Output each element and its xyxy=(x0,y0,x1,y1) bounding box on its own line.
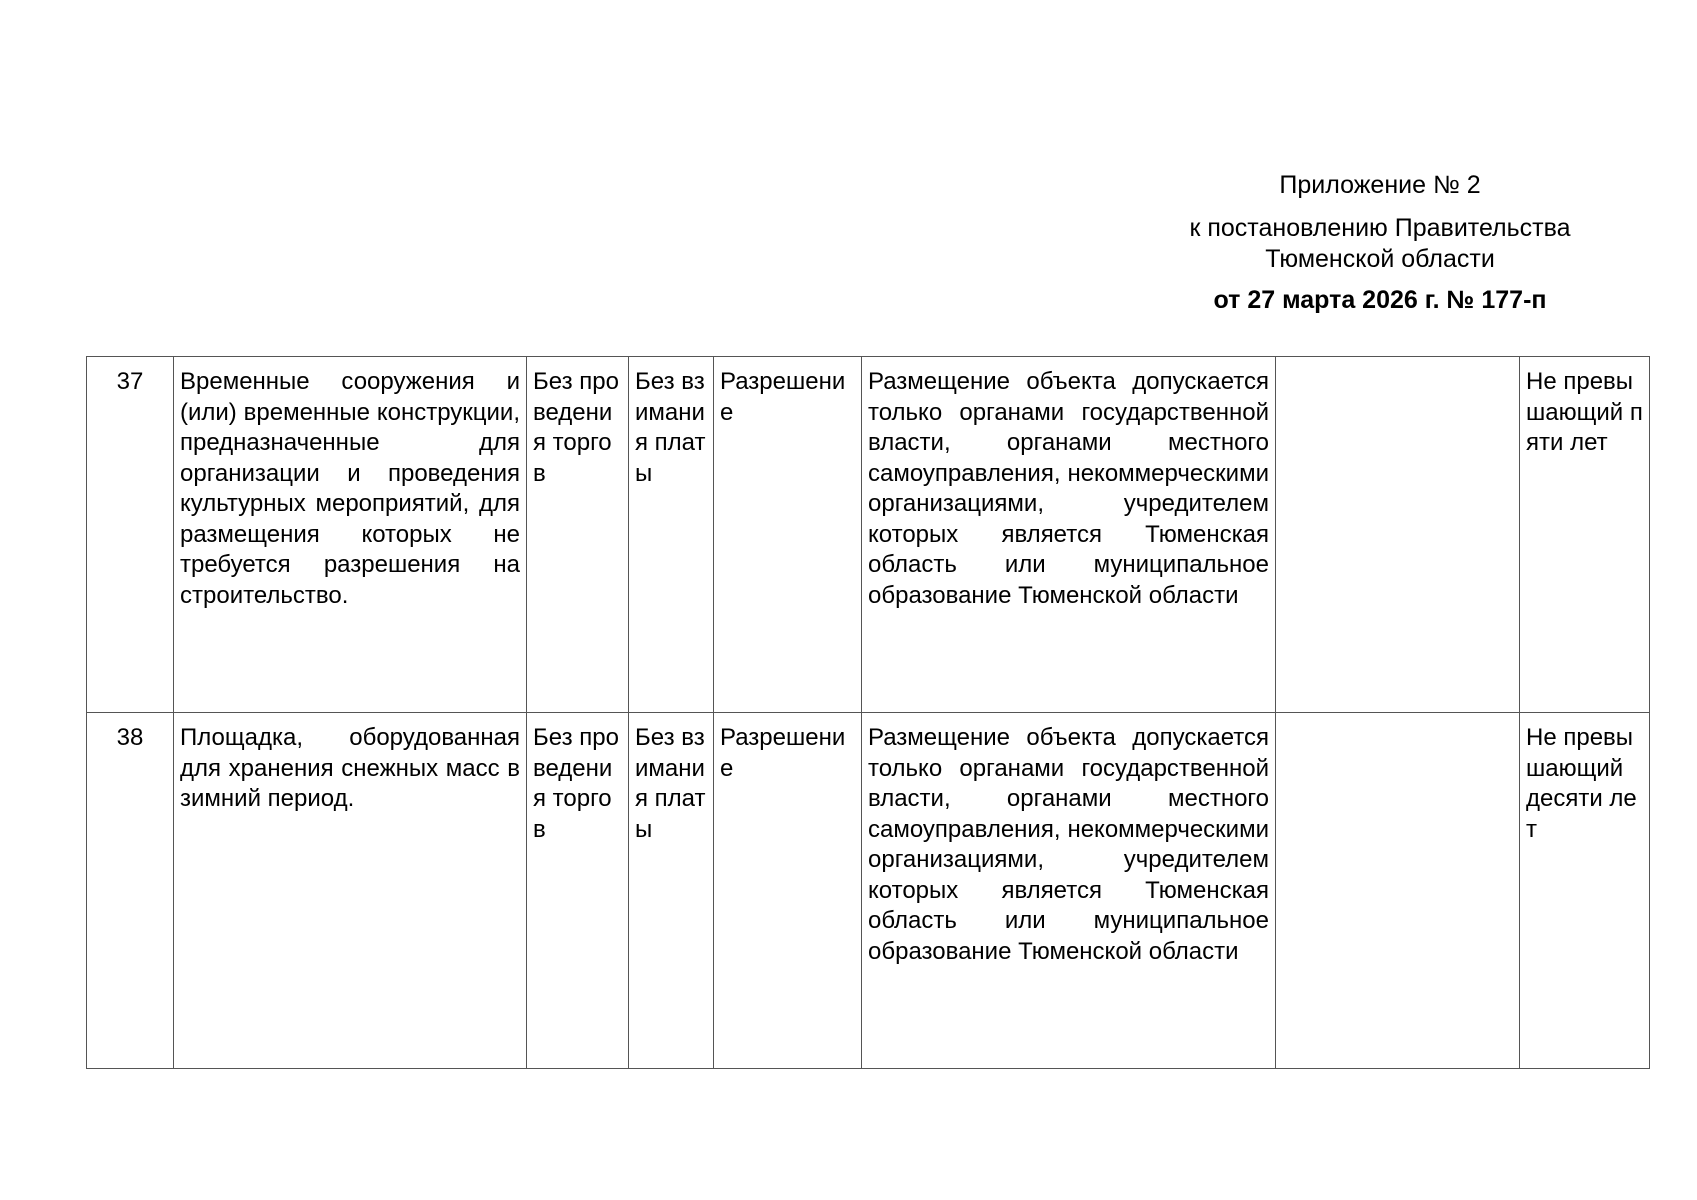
conditions-text: Размещение объекта допускается только органами государственной власти, органами местного самоуправления, некоммерческими организациями, учредителем которых является Тюменская область или муниципальное образование Тюменской области xyxy=(868,724,1269,965)
table-row xyxy=(87,713,1650,1069)
appendix-title: Приложение № 2 xyxy=(1279,171,1481,199)
procedure-text: Без проведения торгов xyxy=(533,368,619,487)
procedure-cell xyxy=(527,357,629,713)
term-cell xyxy=(1520,357,1650,713)
payment-cell xyxy=(629,357,714,713)
object-description: Площадка, оборудованная для хранения снежных масс в зимний период. xyxy=(180,724,520,812)
document-type-cell xyxy=(714,713,862,1069)
document-type-text: Разрешение xyxy=(720,724,846,782)
extra-cell xyxy=(1276,713,1520,1069)
resolution-reference-line-2: Тюменской области xyxy=(1265,245,1495,273)
row-number-cell xyxy=(87,357,174,713)
conditions-cell xyxy=(862,713,1276,1069)
term-cell xyxy=(1520,713,1650,1069)
conditions-text: Размещение объекта допускается только органами государственной власти, органами местного самоуправления, некоммерческими организациями, учредителем которых является Тюменская область или муниципальное образование Тюменской области xyxy=(868,368,1269,609)
document-header xyxy=(1150,170,1610,316)
term-text: Не превышающий пяти лет xyxy=(1526,368,1643,456)
document-type-cell xyxy=(714,357,862,713)
row-number-cell xyxy=(87,713,174,1069)
conditions-cell xyxy=(862,357,1276,713)
table-row xyxy=(87,357,1650,713)
term-text: Не превышающий десяти лет xyxy=(1526,724,1637,843)
resolution-date-number: от 27 марта 2026 г. № 177-п xyxy=(1213,286,1547,314)
payment-text: Без взимания платы xyxy=(635,724,706,843)
row-number: 38 xyxy=(116,724,144,751)
objects-table xyxy=(86,356,1650,1069)
object-cell xyxy=(174,713,527,1069)
payment-text: Без взимания платы xyxy=(635,368,706,487)
document-type-text: Разрешение xyxy=(720,368,846,426)
resolution-reference-line-1: к постановлению Правительства xyxy=(1189,214,1571,242)
payment-cell xyxy=(629,713,714,1069)
extra-cell xyxy=(1276,357,1520,713)
object-cell xyxy=(174,357,527,713)
row-number: 37 xyxy=(116,368,144,395)
procedure-text: Без проведения торгов xyxy=(533,724,619,843)
object-description: Временные сооружения и (или) временные конструкции, предназначенные для организации и проведения культурных мероприятий, для размещения которых не требуется разрешения на строительство. xyxy=(180,368,520,609)
procedure-cell xyxy=(527,713,629,1069)
